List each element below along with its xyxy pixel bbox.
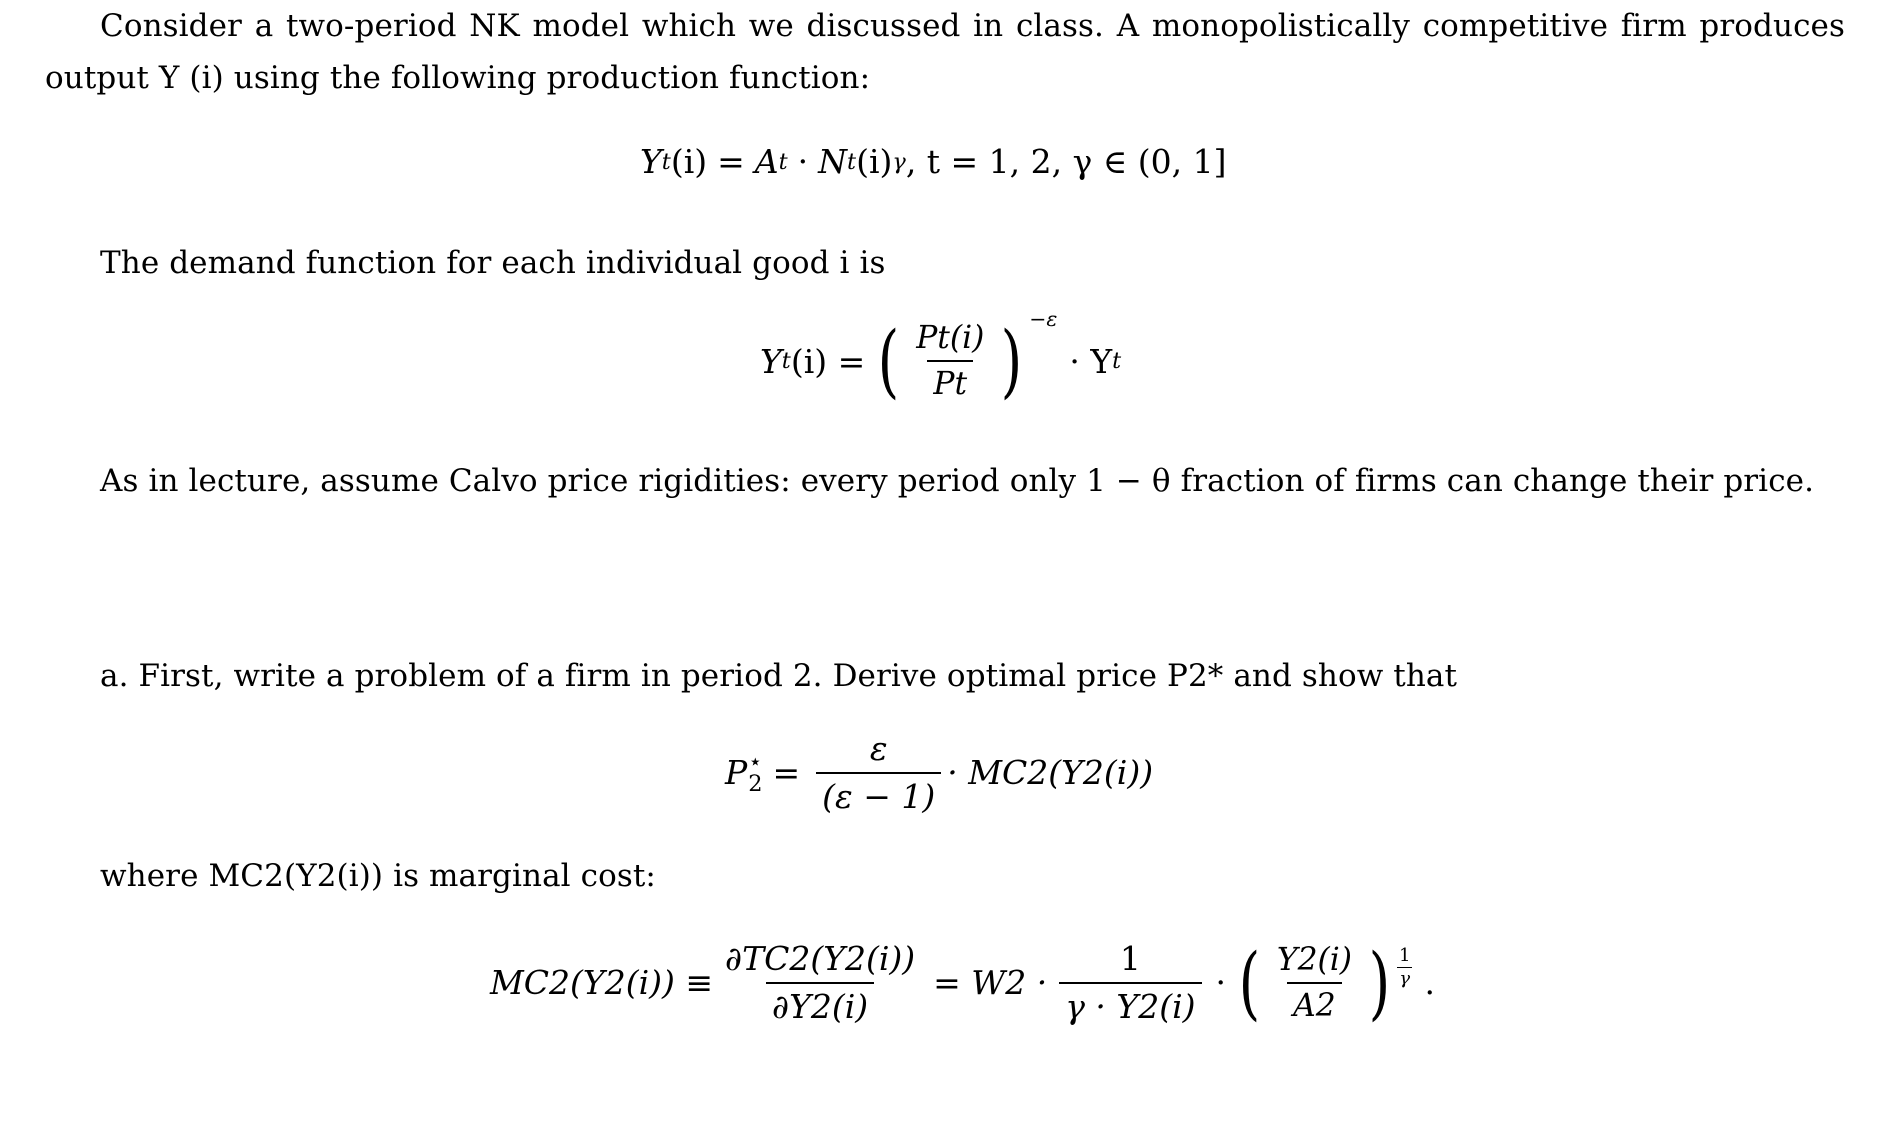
part-a-question: a. First, write a problem of a firm in period 2. Derive optimal price P2* and show that (100, 658, 1458, 694)
optimal-price-scripts: ⋆ 2 (748, 748, 763, 797)
demand-lhs-rest: (i) = (790, 341, 866, 381)
elasticity-exponent: −ε (1029, 307, 1058, 332)
optimal-price-rhs: · MC2(Y2(i)) (947, 753, 1154, 793)
price-ratio-denominator: Pt (927, 360, 973, 402)
multiply-dot: · (797, 142, 809, 181)
labor-subscript: t (847, 148, 857, 175)
markup-numerator: ε (869, 729, 888, 768)
inverse-gamma-output-fraction (1059, 940, 1201, 1026)
output-symbol: Y (640, 142, 662, 181)
inverse-gamma-exponent: 1 γ (1398, 945, 1411, 990)
markup-denominator: (ε − 1) (816, 772, 941, 816)
demand-output-symbol: Y (760, 341, 782, 381)
output-argument: (i) (670, 142, 708, 181)
productivity-subscript: t (778, 148, 788, 175)
markup-fraction (816, 730, 941, 816)
demand-intro: The demand function for each individual good i is (100, 245, 886, 281)
inverse-numerator: 1 (1119, 939, 1141, 978)
intro-paragraph: Consider a two-period NK model which we discussed in class. A monopolistically competitive firm produces output Y (i) using the following production function: (45, 8, 1845, 96)
marginal-cost-equation (490, 936, 1435, 1030)
price-ratio-numerator: Pt(i) (916, 320, 985, 356)
multiply-dot-2: · (1215, 963, 1226, 1003)
optimal-price-symbol: P (725, 753, 748, 793)
demand-output-subscript: t (781, 348, 791, 375)
labor-symbol: N (818, 142, 848, 181)
output-productivity-fraction (1271, 942, 1358, 1024)
left-paren: ( (877, 314, 900, 408)
productivity-symbol: A (754, 142, 779, 181)
output-productivity-denominator: A2 (1287, 982, 1342, 1024)
calvo-assumption: As in lecture, assume Calvo price rigidities: every period only 1 − θ fraction of firms can change their price. (100, 463, 1815, 499)
demand-rhs-subscript: t (1112, 348, 1122, 375)
output-productivity-numerator: Y2(i) (1276, 941, 1353, 978)
price-ratio-fraction (910, 320, 990, 402)
production-conditions: , t = 1, 2, γ ∈ (0, 1] (905, 142, 1227, 181)
labor-argument: (i) (856, 142, 893, 181)
equals-sign: = (717, 142, 745, 181)
equation-period: . (1424, 963, 1435, 1003)
marginal-cost-intro: where MC2(Y2(i)) is marginal cost: (100, 858, 656, 894)
gamma-exponent: γ (892, 148, 906, 175)
right-paren: ) (1000, 314, 1023, 408)
marginal-cost-lhs: MC2(Y2(i)) ≡ (490, 963, 714, 1003)
inverse-denominator: γ · Y2(i) (1059, 982, 1201, 1026)
cost-derivative-fraction (719, 940, 921, 1026)
production-function-equation (640, 142, 1226, 181)
demand-function-equation (760, 307, 1122, 408)
right-paren-with-exponent (996, 307, 1058, 408)
output-subscript: t (661, 148, 671, 175)
right-paren-2: ) (1368, 936, 1391, 1030)
cost-derivative-numerator: ∂TC2(Y2(i)) (725, 939, 916, 978)
left-paren-2: ( (1238, 936, 1261, 1030)
cost-derivative-denominator: ∂Y2(i) (766, 982, 874, 1026)
optimal-price-equation (725, 730, 1153, 816)
demand-rhs: · Y (1069, 341, 1113, 381)
equals-sign-2: = (772, 753, 801, 793)
wage-term: = W2 · (933, 963, 1048, 1003)
